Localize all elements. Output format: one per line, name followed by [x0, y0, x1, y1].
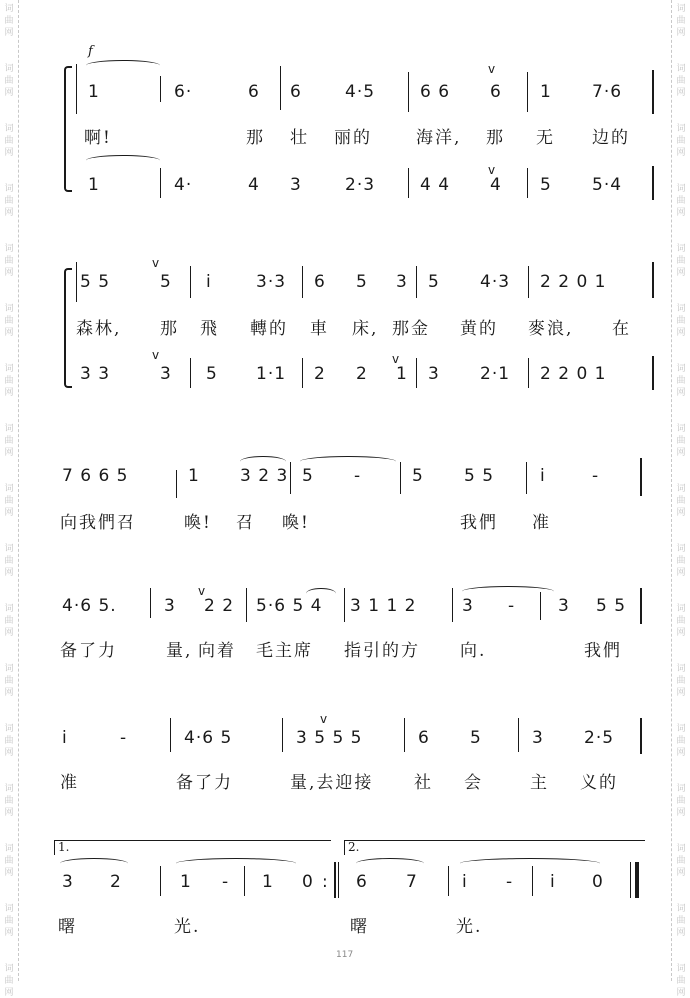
lyric: 在	[612, 319, 631, 339]
note: 3	[462, 596, 474, 616]
repeat-sign: :	[322, 872, 329, 892]
lyric: 我們	[460, 513, 498, 533]
watermark-char: 网	[676, 268, 686, 278]
barline	[302, 266, 303, 298]
lyric: 丽的	[334, 128, 372, 148]
note: 7·6	[592, 82, 623, 102]
note: -	[354, 466, 362, 486]
lyric: 主	[530, 773, 549, 793]
barline	[170, 718, 171, 752]
watermark-char: 网	[676, 448, 686, 458]
barline	[290, 462, 291, 494]
note: 3	[428, 364, 440, 384]
note: 4 4	[420, 175, 451, 195]
second-ending-bracket	[344, 840, 645, 855]
barline	[518, 718, 519, 752]
watermark-char: 曲	[676, 676, 686, 686]
note: 4	[490, 175, 502, 195]
note: i	[540, 466, 546, 486]
lyric: 那金	[392, 319, 430, 339]
note: 5·4	[592, 175, 623, 195]
lyric: 我們	[584, 641, 622, 661]
watermark-char: 曲	[4, 76, 14, 86]
accent-mark: v	[488, 62, 496, 76]
watermark-char: 词	[676, 604, 686, 614]
watermark-char: 曲	[676, 556, 686, 566]
note: 2·1	[480, 364, 511, 384]
watermark-char: 曲	[4, 916, 14, 926]
watermark-char: 词	[676, 544, 686, 554]
watermark-char: 网	[4, 688, 14, 698]
note: i	[206, 272, 212, 292]
barline	[404, 718, 405, 752]
note: 3	[290, 175, 302, 195]
note: 0	[302, 872, 314, 892]
lyric: 量,去迎接	[290, 773, 374, 793]
lyric: 飛	[200, 319, 219, 339]
barline	[244, 866, 245, 896]
watermark-char: 网	[4, 208, 14, 218]
note: 5 5	[80, 272, 111, 292]
note: 2	[110, 872, 122, 892]
watermark-char: 曲	[676, 436, 686, 446]
lyric: 啊!	[84, 128, 112, 148]
watermark-char: 曲	[676, 136, 686, 146]
watermark-char: 曲	[676, 256, 686, 266]
barline	[246, 588, 247, 622]
barline	[452, 588, 453, 622]
lyric: 森林,	[76, 319, 122, 339]
lyric: 那	[486, 128, 505, 148]
watermark-char: 曲	[4, 976, 14, 986]
note: 6	[490, 82, 502, 102]
barline	[408, 168, 409, 198]
watermark-char: 网	[676, 568, 686, 578]
note: 2 2 0 1	[540, 364, 607, 384]
first-ending-label: 1.	[58, 840, 70, 854]
watermark-char: 网	[676, 28, 686, 38]
note: 2·5	[584, 728, 615, 748]
lyric: 壮	[290, 128, 309, 148]
watermark-char: 词	[4, 64, 14, 74]
watermark-char: 词	[4, 724, 14, 734]
lyric: 那	[246, 128, 265, 148]
note: -	[222, 872, 230, 892]
watermark-char: 词	[4, 4, 14, 14]
watermark-char: 网	[4, 868, 14, 878]
watermark-char: 曲	[4, 556, 14, 566]
lyric: 黄的	[460, 319, 498, 339]
watermark-char: 曲	[676, 976, 686, 986]
note: 1	[180, 872, 192, 892]
note: -	[120, 728, 128, 748]
staff-melody	[0, 872, 690, 902]
note: 4·3	[480, 272, 511, 292]
watermark-char: 网	[4, 268, 14, 278]
lyric: 向着	[198, 641, 236, 661]
barline	[408, 72, 409, 112]
watermark-char: 词	[676, 64, 686, 74]
barline	[640, 718, 642, 754]
watermark-char: 网	[4, 748, 14, 758]
barline	[640, 458, 642, 496]
staff-upper	[0, 272, 690, 302]
note: 4·5	[345, 82, 376, 102]
note: 1	[262, 872, 274, 892]
note: 4	[248, 175, 260, 195]
note: 1·1	[256, 364, 287, 384]
note: 6·	[174, 82, 193, 102]
note: 3 1 1 2	[350, 596, 417, 616]
watermark-char: 词	[676, 4, 686, 14]
barline	[416, 266, 417, 298]
barline	[190, 358, 191, 388]
barline	[526, 462, 527, 494]
watermark-char: 网	[4, 328, 14, 338]
watermark-char: 网	[4, 568, 14, 578]
note: 2	[314, 364, 326, 384]
note: 3 5 5 5	[296, 728, 363, 748]
watermark-char: 网	[4, 88, 14, 98]
lyric: 光.	[174, 917, 201, 937]
note: 6	[314, 272, 326, 292]
watermark-char: 网	[676, 508, 686, 518]
note: 6	[418, 728, 430, 748]
watermark-char: 网	[4, 628, 14, 638]
barline	[76, 262, 77, 302]
final-barline-thick	[635, 862, 639, 898]
barline	[416, 358, 417, 388]
barline	[160, 866, 161, 896]
note: 5·6 5 4	[256, 596, 323, 616]
barline	[176, 470, 177, 498]
lyric: 海洋,	[416, 128, 462, 148]
watermark-char: 词	[4, 664, 14, 674]
note: 6	[356, 872, 368, 892]
staff-upper	[0, 82, 690, 112]
watermark-char: 曲	[4, 376, 14, 386]
watermark-char: 网	[676, 388, 686, 398]
barline	[76, 64, 77, 114]
lyric: 会	[464, 773, 483, 793]
barline	[282, 718, 283, 752]
watermark-char: 词	[4, 184, 14, 194]
barline	[160, 168, 161, 198]
note: 5 5	[464, 466, 495, 486]
note: 3	[62, 872, 74, 892]
staff-lower	[0, 175, 690, 205]
lyric: 备了力	[60, 641, 117, 661]
barline	[344, 588, 345, 622]
watermark-char: 网	[4, 988, 14, 998]
barline	[528, 266, 529, 298]
watermark-char: 词	[4, 124, 14, 134]
watermark-char: 词	[676, 364, 686, 374]
watermark-char: 曲	[4, 616, 14, 626]
watermark-char: 词	[676, 244, 686, 254]
barline	[400, 462, 401, 494]
watermark-char: 词	[676, 844, 686, 854]
note: 6	[290, 82, 302, 102]
watermark-char: 曲	[4, 496, 14, 506]
watermark-char: 曲	[4, 16, 14, 26]
barline	[652, 356, 654, 390]
note: 1	[88, 175, 100, 195]
watermark-char: 词	[4, 784, 14, 794]
watermark-char: 曲	[676, 916, 686, 926]
barline	[527, 72, 528, 112]
note: -	[506, 872, 514, 892]
barline	[640, 588, 642, 624]
watermark-char: 网	[676, 88, 686, 98]
note: i	[62, 728, 68, 748]
watermark-char: 曲	[676, 376, 686, 386]
note: 3·3	[256, 272, 287, 292]
staff-melody	[0, 596, 690, 626]
note: 3 3	[80, 364, 111, 384]
note: 4·6 5.	[62, 596, 117, 616]
note: 7 6 6 5	[62, 466, 129, 486]
lyric: 义的	[580, 773, 618, 793]
watermark-char: 曲	[676, 316, 686, 326]
watermark-char: 曲	[4, 196, 14, 206]
watermark-char: 网	[4, 388, 14, 398]
lyric: 向我們召	[60, 513, 136, 533]
lyric: 准	[532, 513, 551, 533]
watermark-char: 曲	[676, 16, 686, 26]
watermark-char: 词	[4, 844, 14, 854]
watermark-char: 词	[676, 784, 686, 794]
accent-mark: v	[320, 712, 328, 726]
note: 5	[412, 466, 424, 486]
watermark-char: 词	[4, 244, 14, 254]
lyric: 备了力	[176, 773, 233, 793]
note: 6 6	[420, 82, 451, 102]
watermark-char: 词	[4, 304, 14, 314]
repeat-barline	[338, 862, 339, 898]
note: 4·	[174, 175, 193, 195]
barline	[652, 70, 654, 114]
watermark-char: 曲	[676, 76, 686, 86]
accent-mark: v	[488, 163, 496, 177]
lyric: 麥浪,	[528, 319, 574, 339]
barline	[190, 266, 191, 298]
watermark-char: 词	[676, 424, 686, 434]
watermark-char: 网	[676, 208, 686, 218]
note: 2	[356, 364, 368, 384]
slur	[86, 155, 160, 166]
watermark-char: 曲	[4, 136, 14, 146]
lyric: 曙	[350, 917, 369, 937]
slur	[176, 858, 296, 869]
barline	[652, 262, 654, 298]
slur	[60, 858, 128, 869]
accent-mark: v	[152, 348, 160, 362]
watermark-char: 曲	[4, 856, 14, 866]
watermark-char: 词	[4, 604, 14, 614]
watermark-char: 词	[676, 964, 686, 974]
staff-lower	[0, 364, 690, 394]
lyric: 那	[160, 319, 179, 339]
slur	[86, 60, 160, 71]
watermark-char: 网	[676, 688, 686, 698]
watermark-char: 词	[4, 364, 14, 374]
lyric: 喚!	[184, 513, 212, 533]
barline	[652, 166, 654, 200]
watermark-char: 曲	[4, 676, 14, 686]
watermark-char: 网	[676, 328, 686, 338]
dynamic-forte-mark: f	[88, 44, 93, 59]
watermark-char: 词	[676, 664, 686, 674]
barline	[280, 66, 281, 110]
accent-mark: v	[152, 256, 160, 270]
note: 0	[592, 872, 604, 892]
accent-mark: v	[392, 352, 400, 366]
barline	[302, 358, 303, 388]
note: -	[592, 466, 600, 486]
note: 5	[160, 272, 172, 292]
barline	[532, 866, 533, 896]
note: 5	[356, 272, 368, 292]
watermark-char: 曲	[676, 196, 686, 206]
watermark-char: 网	[676, 988, 686, 998]
lyric: 召	[236, 513, 255, 533]
note: 7	[406, 872, 418, 892]
watermark-char: 曲	[676, 616, 686, 626]
watermark-char: 网	[4, 508, 14, 518]
watermark-char: 曲	[676, 736, 686, 746]
lyric: 床,	[352, 319, 379, 339]
note: 5	[428, 272, 440, 292]
second-ending-label: 2.	[348, 840, 360, 854]
barline	[160, 76, 161, 102]
lyric: 准	[60, 773, 79, 793]
lyric: 指引的方	[344, 641, 420, 661]
note: 4·6 5	[184, 728, 233, 748]
staff-melody	[0, 728, 690, 758]
note: i	[550, 872, 556, 892]
watermark-char: 网	[4, 148, 14, 158]
lyric: 轉的	[250, 319, 288, 339]
barline	[448, 866, 449, 896]
lyric: 曙	[58, 917, 77, 937]
note: 1	[396, 364, 408, 384]
note: 5	[540, 175, 552, 195]
watermark-char: 词	[4, 424, 14, 434]
watermark-char: 词	[4, 904, 14, 914]
watermark-char: 网	[4, 28, 14, 38]
watermark-char: 词	[676, 904, 686, 914]
note: 2 2 0 1	[540, 272, 607, 292]
lyric: 向.	[460, 641, 487, 661]
watermark-char: 网	[676, 808, 686, 818]
note: 1	[88, 82, 100, 102]
watermark-char: 曲	[4, 736, 14, 746]
lyric: 喚!	[282, 513, 310, 533]
note: 1	[540, 82, 552, 102]
lyric: 无	[536, 128, 555, 148]
barline	[527, 168, 528, 198]
watermark-char: 词	[676, 484, 686, 494]
barline	[150, 588, 151, 618]
final-barline-thin	[630, 862, 631, 898]
note: 2·3	[345, 175, 376, 195]
note: 2 2	[204, 596, 235, 616]
lyric: 边的	[592, 128, 630, 148]
note: -	[508, 596, 516, 616]
lyric: 量,	[166, 641, 193, 661]
watermark-char: 网	[4, 808, 14, 818]
note: 3	[396, 272, 408, 292]
accent-mark: v	[198, 584, 206, 598]
watermark-char: 词	[676, 724, 686, 734]
note: 5	[302, 466, 314, 486]
watermark-char: 词	[676, 184, 686, 194]
watermark-char: 网	[676, 148, 686, 158]
slur	[356, 858, 424, 869]
watermark-char: 词	[4, 484, 14, 494]
watermark-char: 网	[676, 748, 686, 758]
note: 3	[164, 596, 176, 616]
watermark-char: 网	[676, 928, 686, 938]
watermark-char: 曲	[4, 256, 14, 266]
watermark-char: 词	[676, 304, 686, 314]
note: 3	[558, 596, 570, 616]
note: 6	[248, 82, 260, 102]
watermark-char: 曲	[4, 436, 14, 446]
slur	[460, 858, 600, 869]
watermark-char: 词	[676, 124, 686, 134]
lyric: 社	[414, 773, 433, 793]
watermark-char: 网	[4, 448, 14, 458]
note: 3	[160, 364, 172, 384]
note: i	[462, 872, 468, 892]
note: 5 5	[596, 596, 627, 616]
note: 3 2 3	[240, 466, 289, 486]
watermark-char: 曲	[4, 316, 14, 326]
watermark-char: 曲	[676, 496, 686, 506]
lyric: 光.	[456, 917, 483, 937]
note: 3	[532, 728, 544, 748]
lyric: 毛主席	[256, 641, 313, 661]
barline	[528, 358, 529, 388]
watermark-char: 曲	[676, 796, 686, 806]
first-ending-bracket	[54, 840, 331, 855]
watermark-char: 词	[4, 544, 14, 554]
lyric: 車	[310, 319, 329, 339]
watermark-char: 曲	[4, 796, 14, 806]
watermark-char: 曲	[676, 856, 686, 866]
repeat-barline	[334, 862, 336, 898]
staff-melody	[0, 466, 690, 496]
note: 5	[206, 364, 218, 384]
note: 1	[188, 466, 200, 486]
barline	[540, 592, 541, 620]
watermark-char: 网	[676, 868, 686, 878]
watermark-char: 网	[4, 928, 14, 938]
note: 5	[470, 728, 482, 748]
watermark-char: 词	[4, 964, 14, 974]
watermark-char: 网	[676, 628, 686, 638]
page-number: 117	[336, 950, 354, 960]
